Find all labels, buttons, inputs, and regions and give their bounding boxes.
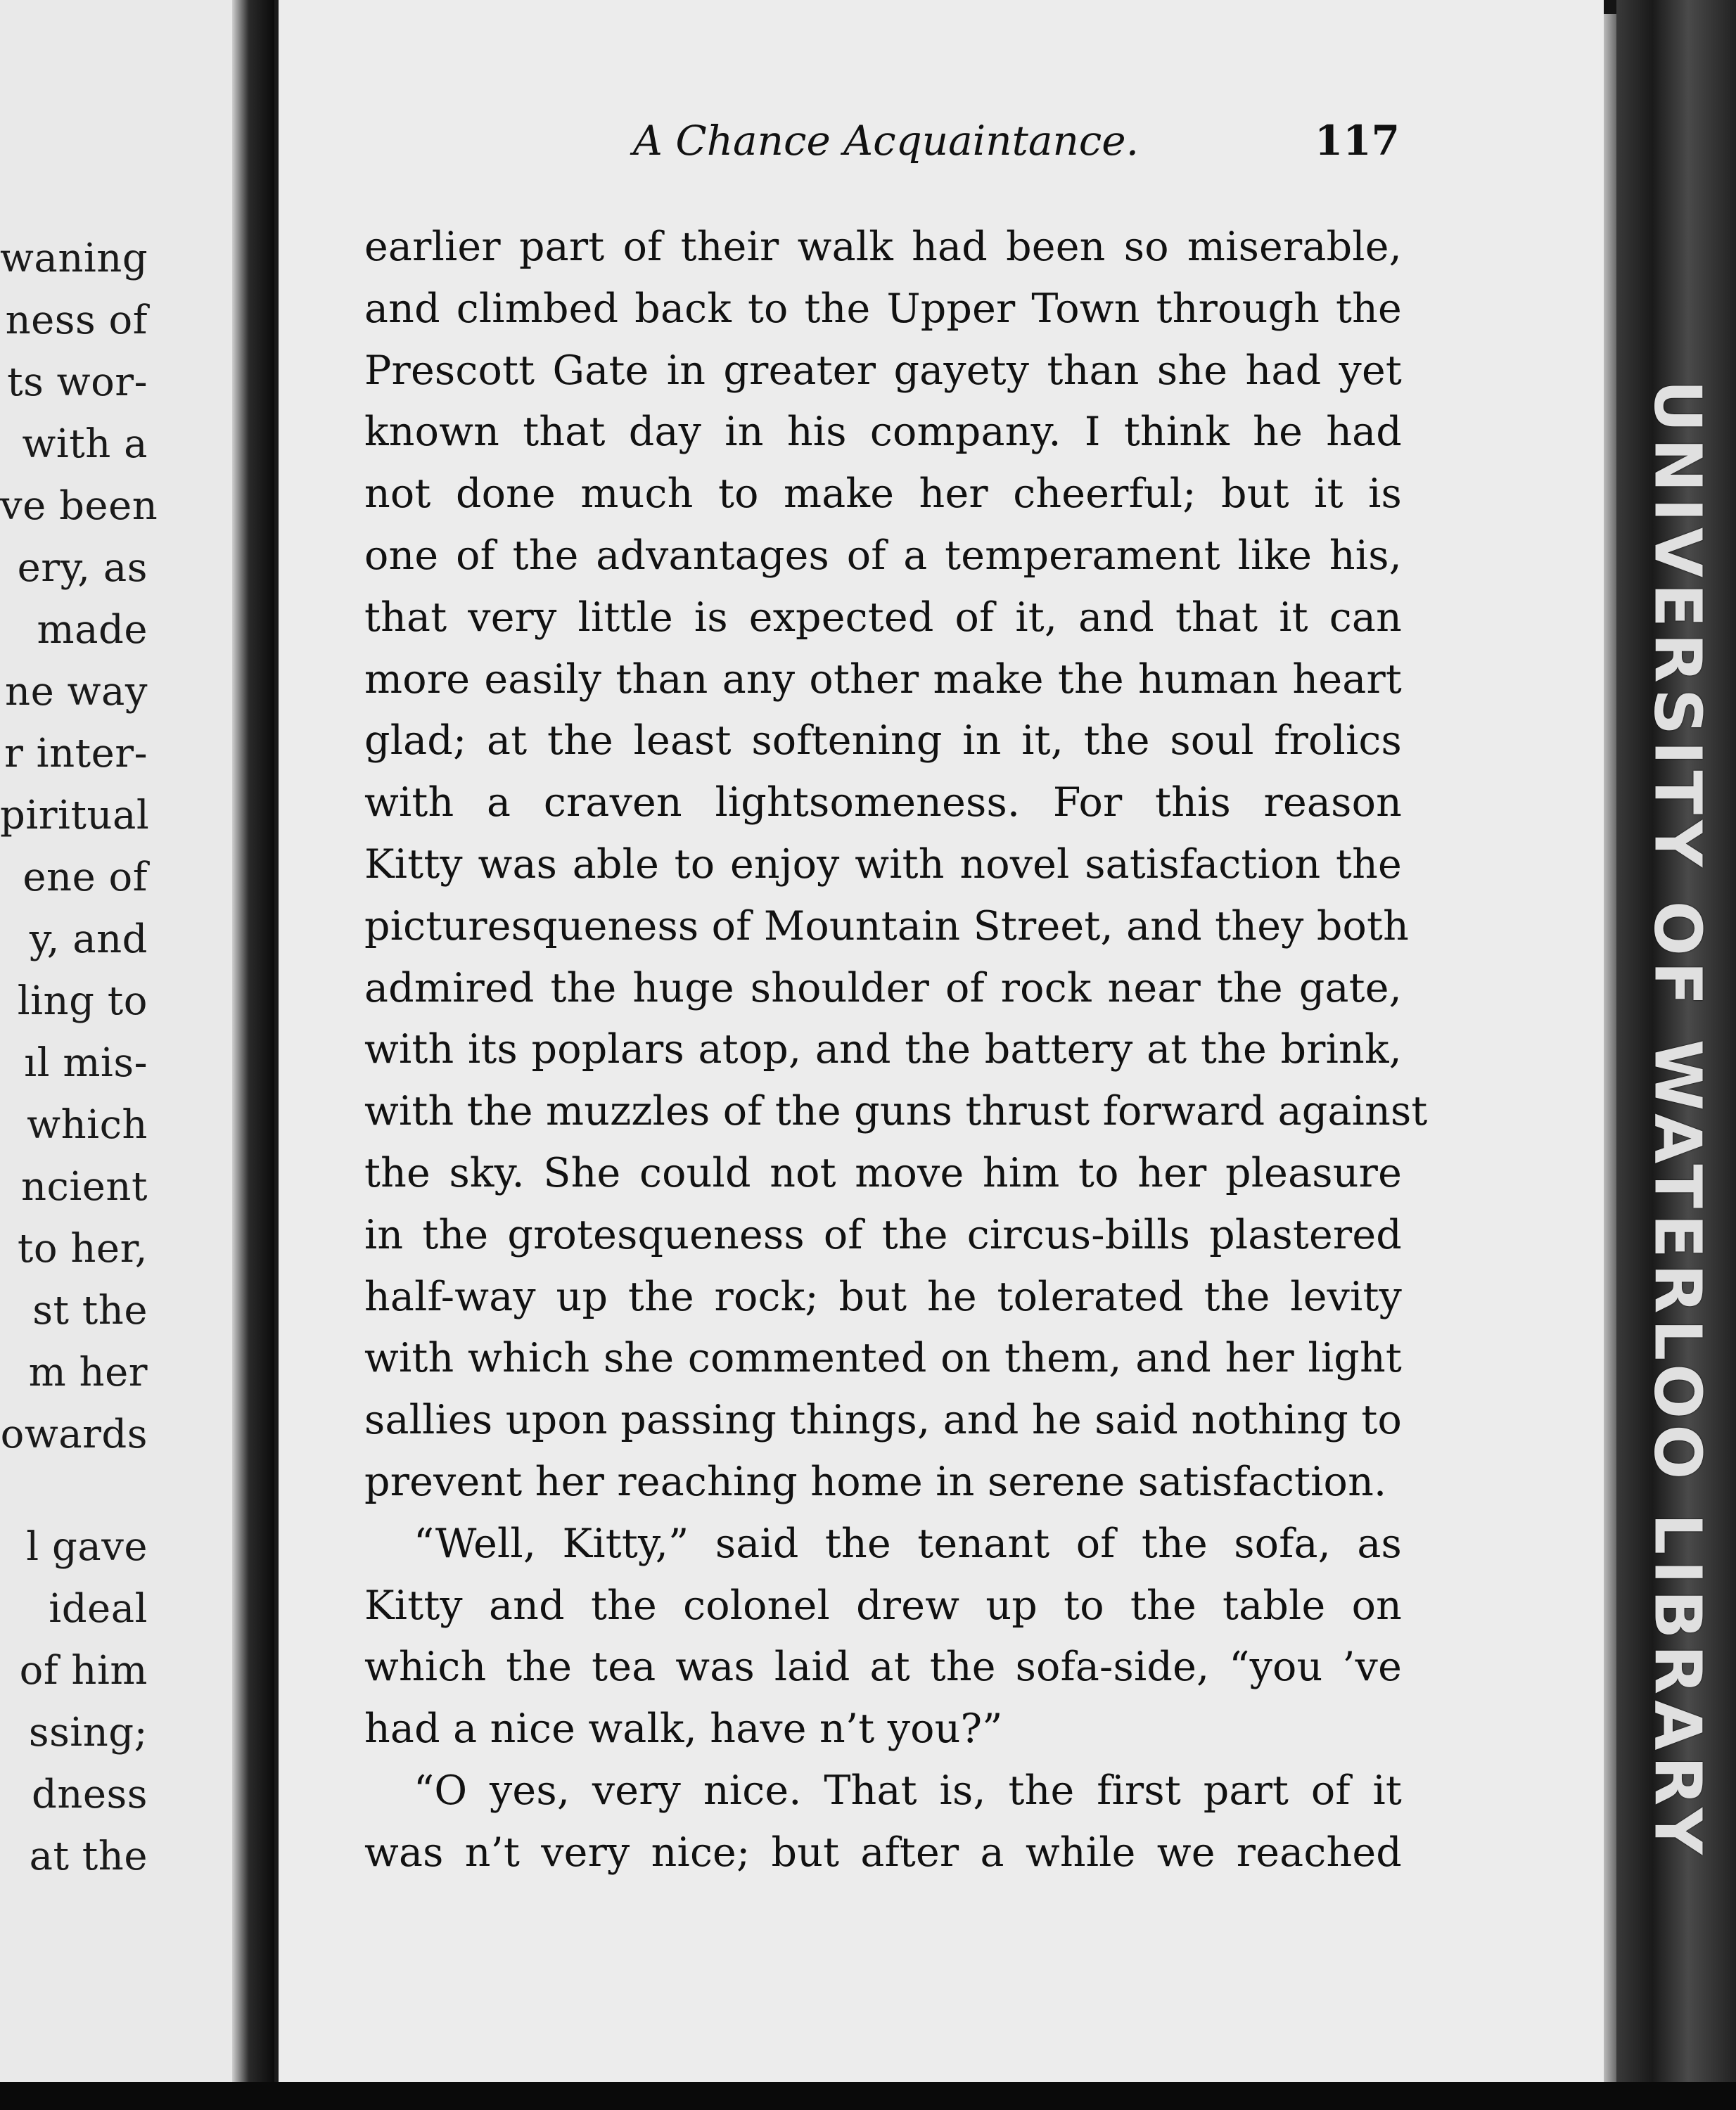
left-page-line: ve been <box>0 483 158 529</box>
left-page-line: to her, <box>17 1226 148 1272</box>
text-line: the sky. She could not move him to her pleasure <box>364 1149 1402 1196</box>
left-page-line: ene of <box>23 855 148 900</box>
left-page-line: st the <box>32 1288 148 1334</box>
text-line: which the tea was laid at the sofa-side, “you ’ve <box>364 1644 1402 1691</box>
text-line: with the muzzles of the guns thrust forward against <box>364 1088 1428 1135</box>
left-page-line: with a <box>22 421 148 467</box>
text-line: Kitty and the colonel drew up to the table on <box>364 1582 1402 1629</box>
text-line: had a nice walk, have n’t you?” <box>364 1706 1003 1753</box>
text-line: Kitty was able to enjoy with novel satisfaction the <box>364 840 1402 888</box>
text-line: with which she commented on them, and her light <box>364 1335 1402 1382</box>
body-text <box>364 217 1428 1884</box>
text-line: known that day in his company. I think he had <box>364 409 1402 456</box>
text-line: prevent her reaching home in serene satisfaction. <box>364 1458 1387 1505</box>
left-page-line: dness <box>31 1772 148 1817</box>
text-line: “O yes, very nice. That is, the first part of it <box>414 1767 1402 1814</box>
left-page-line: ling to <box>17 978 148 1024</box>
left-page-line: of him <box>19 1648 148 1694</box>
scan-border <box>0 2082 1736 2110</box>
library-stamp <box>1639 380 1716 1860</box>
left-page-line: ideal <box>49 1586 148 1632</box>
left-page-line: owards <box>0 1412 148 1457</box>
text-line: “Well, Kitty,” said the tenant of the sofa, as <box>414 1520 1402 1567</box>
left-page-line: ssing; <box>28 1710 148 1756</box>
left-page-line: ıl mis- <box>24 1040 148 1086</box>
text-line: earlier part of their walk had been so miserable, <box>364 224 1402 270</box>
left-page-line: waning <box>0 236 148 281</box>
left-page-line: ne way <box>5 669 148 715</box>
left-page-line: ness of <box>5 298 148 343</box>
text-line: was n’t very nice; but after a while we reached <box>364 1829 1402 1876</box>
left-page-line: r inter- <box>4 731 148 776</box>
text-line: with a craven lightsomeness. For this reason <box>364 779 1402 826</box>
left-facing-page <box>0 0 232 2110</box>
text-line: half-way up the rock; but he tolerated the levity <box>364 1273 1402 1320</box>
text-line: more easily than any other make the human heart <box>364 656 1402 703</box>
text-line: that very little is expected of it, and that it can <box>364 594 1402 641</box>
left-page-line: piritual <box>0 793 150 838</box>
left-page-line: m her <box>28 1350 148 1395</box>
left-page-line: which <box>27 1102 148 1148</box>
left-page-line: ts wor- <box>7 359 148 405</box>
text-line: in the grotesqueness of the circus-bills plastered <box>364 1211 1402 1258</box>
left-page-line: y, and <box>29 916 148 962</box>
text-line: and climbed back to the Upper Town through the <box>364 285 1402 332</box>
text-line: Prescott Gate in greater gayety than she had yet <box>364 347 1402 394</box>
left-page-line: ery, as <box>17 545 148 591</box>
left-page-line: ncient <box>20 1164 148 1210</box>
left-page-line: l gave <box>26 1524 148 1570</box>
left-page-line: made <box>37 607 148 653</box>
running-title: A Chance Acquaintance. <box>633 117 1140 165</box>
text-line: picturesqueness of Mountain Street, and they both <box>364 902 1410 950</box>
text-line: glad; at the least softening in it, the soul frolics <box>364 717 1402 765</box>
text-line: not done much to make her cheerful; but it is <box>364 471 1402 518</box>
page-number: 117 <box>1314 117 1400 165</box>
text-line: one of the advantages of a temperament like his, <box>364 532 1402 579</box>
left-page-line: at the <box>29 1834 148 1879</box>
page-edge <box>1604 14 1616 2082</box>
text-line: with its poplars atop, and the battery at the brink, <box>364 1026 1402 1073</box>
book-gutter <box>232 0 274 2110</box>
running-head <box>366 113 1400 176</box>
text-line: sallies upon passing things, and he said nothing to <box>364 1397 1402 1444</box>
library-stamp-text: UNIVERSITY OF WATERLOO LIBRARY <box>1640 380 1716 1860</box>
text-line: admired the huge shoulder of rock near the gate, <box>364 964 1402 1011</box>
